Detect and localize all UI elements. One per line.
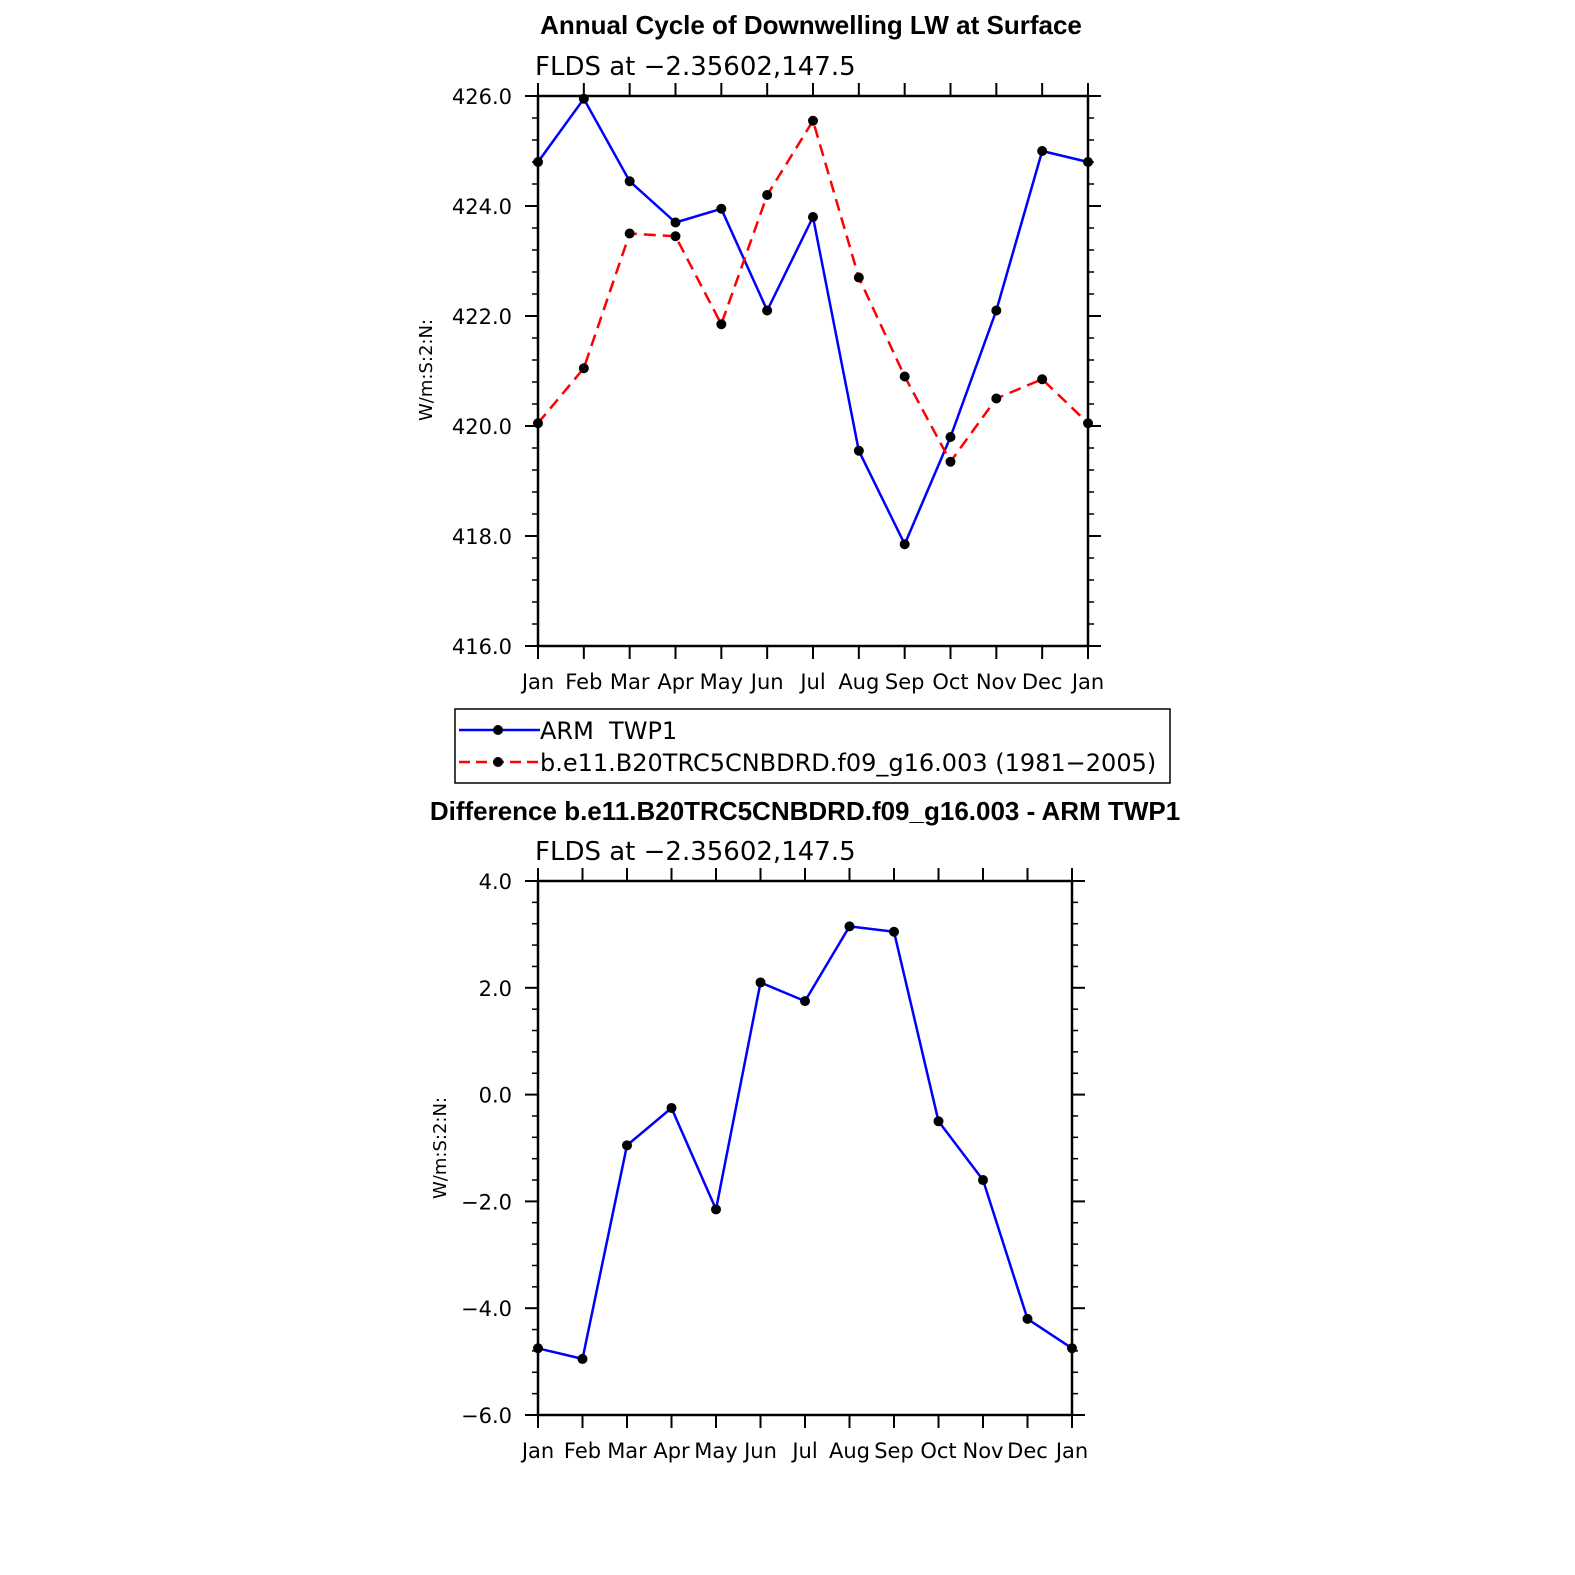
top-chart-series-1-point [579,363,589,373]
top-chart-series-0-point [854,446,864,456]
top-chart-series-1-point [854,273,864,283]
bottom-chart-x-tick-label: Jan [521,1439,555,1463]
bottom-chart-frame [538,881,1072,1415]
top-chart-series-1-point [991,394,1001,404]
top-chart-x-tick-label: Nov [975,670,1017,694]
top-chart-series-0-point [991,306,1001,316]
bottom-chart-y-axis-label: W/m:S:2:N: [430,1097,451,1199]
top-chart-series-1-point [946,457,956,467]
legend-marker-arm-twp1 [493,725,503,735]
bottom-chart-series-0-point [978,1175,988,1185]
bottom-chart-series-0-point [934,1116,944,1126]
top-chart-x-tick-label: Dec [1021,670,1063,694]
top-chart-series-0-point [946,432,956,442]
bottom-chart-series-0-point [800,996,810,1006]
top-chart-x-tick-label: Apr [657,670,694,694]
top-chart-frame [538,96,1088,646]
top-chart-y-tick-label: 426.0 [451,85,512,109]
bottom-chart-y-tick-label: −6.0 [461,1404,512,1428]
top-chart-y-tick-label: 418.0 [451,525,512,549]
legend-entry-arm-twp1 [459,717,677,745]
bottom-chart-y-tick-label: 0.0 [478,1083,512,1108]
legend-label-model: b.e11.B20TRC5CNBDRD.f09_g16.003 (1981−2005) [540,749,1157,777]
top-chart-series-1-point [1083,418,1093,428]
bottom-chart-x-tick-label: Nov [962,1439,1004,1463]
legend-entry-model [459,749,1156,777]
top-chart-x-tick-label: May [699,670,744,694]
bottom-chart-x-tick-label: Mar [607,1439,647,1463]
top-chart-series-0-point [1083,157,1093,167]
top-chart-series-0-point [900,539,910,549]
bottom-chart-series-0-point [533,1343,543,1353]
bottom-chart-series-0-point [578,1354,588,1364]
top-chart-series-1-line [538,121,1088,462]
top-chart-x-tick-label: Jan [1071,670,1105,694]
bottom-chart-x-tick-label: Jan [1055,1439,1089,1463]
legend-label-arm-twp1: ARM TWP1 [540,717,678,745]
top-chart-series-0-point [762,306,772,316]
top-chart-series-0-point [533,157,543,167]
bottom-chart-title: Difference b.e11.B20TRC5CNBDRD.f09_g16.003 - ARM TWP1 [429,796,1181,826]
top-chart-series-0-point [1037,146,1047,156]
bottom-chart-series-0-point [889,927,899,937]
top-chart-x-tick-label: Mar [609,670,650,694]
bottom-chart-y-tick-label: 4.0 [478,870,512,894]
bottom-chart-x-tick-label: Aug [828,1439,871,1463]
bottom-chart-x-tick-label: Jul [792,1439,818,1463]
top-chart-y-tick-label: 424.0 [451,195,512,219]
bottom-chart-x-tick-label: Oct [920,1439,957,1463]
top-chart-series-1-point [808,116,818,126]
bottom-chart-x-tick-label: Jun [744,1439,777,1463]
top-chart-series-1-point [533,418,543,428]
bottom-chart-series-0-point [622,1140,632,1150]
bottom-chart-x-tick-label: Sep [874,1439,914,1463]
top-chart-series-1-point [671,231,681,241]
top-chart-x-tick-label: Jan [521,670,555,694]
bottom-chart-series-0-point [1067,1343,1077,1353]
top-chart-series-1-point [900,372,910,382]
top-chart-subtitle: FLDS at −2.35602,147.5 [535,52,856,82]
top-chart-title: Annual Cycle of Downwelling LW at Surface [540,10,1082,40]
top-chart-series-0-point [671,218,681,228]
legend-marker-model [493,757,503,767]
bottom-chart-x-tick-label: May [694,1439,738,1463]
bottom-chart-y-tick-label: −2.0 [461,1190,512,1215]
top-chart-x-tick-label: Sep [884,670,925,694]
top-chart-x-tick-label: Aug [838,670,880,694]
top-chart-series-0-line [538,99,1088,544]
bottom-chart-y-tick-label: −4.0 [461,1297,512,1322]
top-chart-series-0-point [579,94,589,104]
bottom-chart-series-0-point [1023,1314,1033,1324]
top-chart-y-tick-label: 416.0 [451,635,512,659]
top-chart-y-tick-label: 420.0 [451,415,512,439]
top-chart-x-tick-label: Jun [750,670,784,694]
bottom-chart-series-0-point [711,1204,721,1214]
bottom-chart-series-0-point [667,1103,677,1113]
top-chart-series-1-point [625,229,635,239]
top-chart-plot [452,83,1104,694]
bottom-chart-x-tick-label: Dec [1007,1439,1048,1463]
top-chart-series-1-point [1037,374,1047,384]
top-chart-series-1-point [716,319,726,329]
bottom-chart-series-0-line [538,926,1072,1359]
bottom-chart-x-tick-label: Feb [563,1439,602,1463]
bottom-chart-subtitle: FLDS at −2.35602,147.5 [535,837,856,867]
top-chart-y-tick-label: 422.0 [451,305,512,329]
top-chart-series-1-point [762,190,772,200]
top-chart-series-0-point [716,204,726,214]
top-chart-x-tick-label: Jul [800,670,826,694]
legend [455,709,1170,783]
bottom-chart-series-0-point [845,921,855,931]
top-chart-series-0-point [625,176,635,186]
top-chart-y-axis-label: W/m:S:2:N: [416,319,437,421]
top-chart-x-tick-label: Feb [565,670,603,694]
bottom-chart-series-0-point [756,977,766,987]
bottom-chart-y-tick-label: 2.0 [478,976,512,1001]
top-chart-x-tick-label: Oct [932,670,969,694]
top-chart-series-0-point [808,212,818,222]
bottom-chart-x-tick-label: Apr [653,1439,690,1463]
bottom-chart-plot [461,868,1088,1463]
